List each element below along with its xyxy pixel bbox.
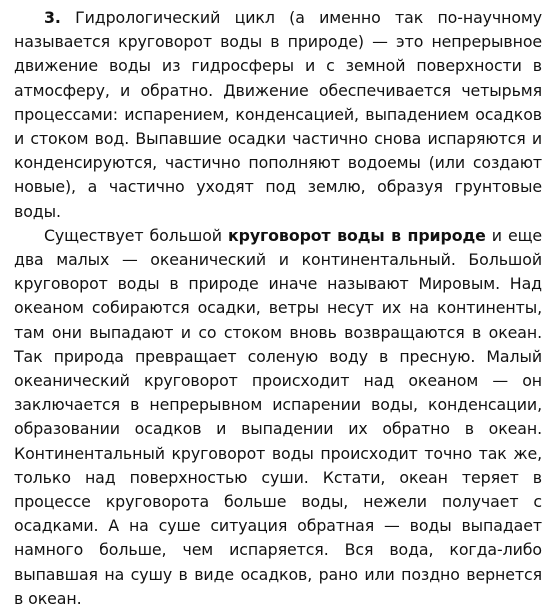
paragraph-1-text: Гидрологический цикл (а именно так по-научному называется круговорот воды в природе) — это непрерывное движение воды из гидросферы и с земной поверхности в атмосферу, и обратно. Движение обеспечивается четырьмя процессами: испарением, конденсацией, выпадением осадков и стоком вод. Выпавшие осадки частично снова испаряются и конденсируются, частично пополняют водоемы (или создают новые), а частично уходят под землю, образуя грунтовые воды. (14, 8, 542, 221)
paragraph-2-bold-term: круговорот воды в природе (228, 225, 486, 245)
paragraph-2-text-rest: и еще два малых — океанический и континентальный. Большой круговорот воды в природе иначе называют Мировым. Над океаном собираются осадки, ветры несут их на континенты, там они выпадают и со стоком вновь возвращаются в океан. Так природа превращает соленую воду в пресную. Малый океанический круговорот происходит над океаном — он заключается в непрерывном испарении воды, конденсации, образовании осадков и выпадении их обратно в океан. Континентальный круговорот воды происходит точно так же, только над поверхностью суши. Кстати, океан теряет в процессе круговорота больше воды, нежели получает с осадками. А на суше ситуация обратная — воды выпадает намного больше, чем испаряется. Вся вода, когда-либо выпавшая на сушу в виде осадков, рано или поздно вернется в океан. (14, 225, 542, 608)
paragraph-2 (14, 224, 542, 611)
paragraph-2-text-start: Существует большой (44, 225, 228, 245)
paragraph-number: 3. (44, 8, 61, 27)
paragraph-1 (14, 6, 542, 224)
